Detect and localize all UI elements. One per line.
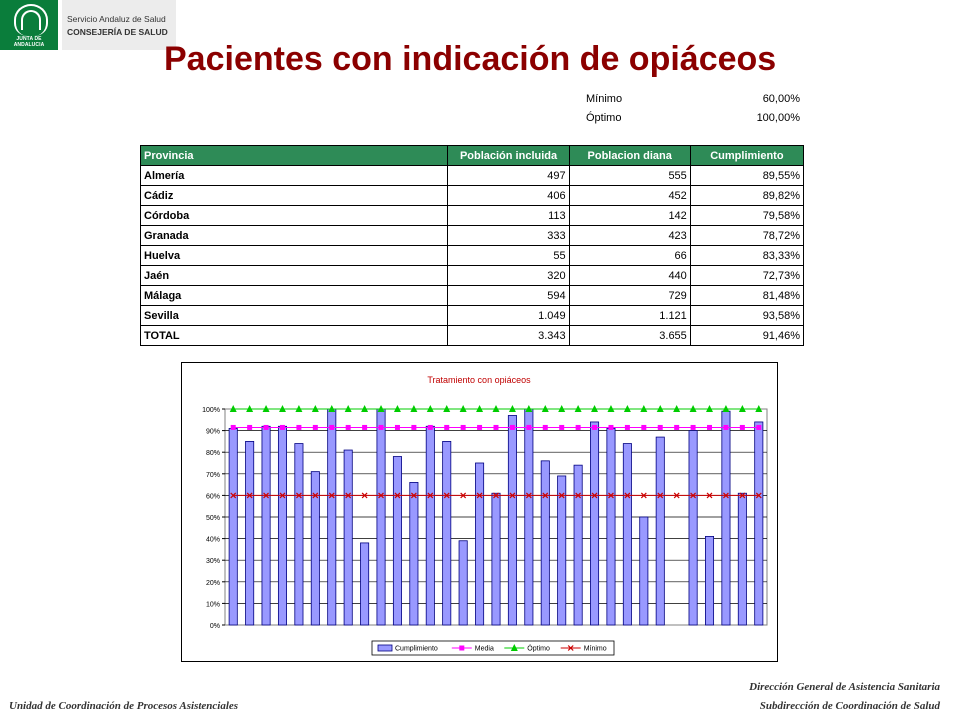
marker-media bbox=[247, 425, 252, 430]
table-row bbox=[141, 186, 804, 206]
bar-cumplimiento bbox=[410, 482, 418, 625]
marker-media bbox=[510, 425, 515, 430]
cell-incluida: 333 bbox=[448, 226, 569, 246]
y-tick-label: 90% bbox=[205, 428, 220, 436]
y-tick-label: 20% bbox=[205, 579, 220, 587]
table-row bbox=[141, 166, 804, 186]
bar-cumplimiento bbox=[705, 536, 713, 625]
page-title: Pacientes con indicación de opiáceos bbox=[164, 40, 777, 78]
marker-media bbox=[362, 425, 367, 430]
cell-incluida: 497 bbox=[448, 166, 569, 186]
bar-cumplimiento bbox=[328, 409, 336, 625]
marker-media bbox=[395, 425, 400, 430]
marker-media bbox=[608, 425, 613, 430]
chart-container bbox=[181, 362, 778, 662]
header-provincia: Provincia bbox=[141, 146, 448, 166]
cell-incluida: 594 bbox=[448, 286, 569, 306]
table-row bbox=[141, 306, 804, 326]
y-tick-label: 80% bbox=[205, 450, 220, 458]
y-tick-label: 40% bbox=[205, 536, 220, 544]
y-tick-label: 70% bbox=[205, 471, 220, 479]
marker-media bbox=[625, 425, 630, 430]
y-tick-label: 60% bbox=[205, 493, 220, 501]
marker-media bbox=[543, 425, 548, 430]
footer-direccion: Dirección General de Asistencia Sanitaria bbox=[749, 681, 940, 693]
marker-media bbox=[346, 425, 351, 430]
bar-cumplimiento bbox=[541, 461, 549, 625]
cell-cumplimiento: 78,72% bbox=[690, 226, 803, 246]
bar-cumplimiento bbox=[508, 415, 516, 625]
marker-media bbox=[313, 425, 318, 430]
cell-provincia: Cádiz bbox=[141, 186, 448, 206]
legend-label-cumplimiento: Cumplimiento bbox=[395, 645, 438, 653]
cell-cumplimiento: 91,46% bbox=[690, 326, 803, 346]
logo bbox=[0, 0, 176, 50]
bar-cumplimiento bbox=[656, 437, 664, 625]
cell-incluida: 3.343 bbox=[448, 326, 569, 346]
cell-diana: 142 bbox=[569, 206, 690, 226]
marker-media bbox=[379, 425, 384, 430]
cell-diana: 423 bbox=[569, 226, 690, 246]
bar-cumplimiento bbox=[361, 543, 369, 625]
cell-provincia: Almería bbox=[141, 166, 448, 186]
logo-text-block bbox=[62, 0, 176, 50]
logo-sub-text: JUNTA DE ANDALUCIA bbox=[13, 36, 45, 48]
marker-media bbox=[592, 425, 597, 430]
cell-cumplimiento: 81,48% bbox=[690, 286, 803, 306]
cell-provincia: Sevilla bbox=[141, 306, 448, 326]
legend-marker-media bbox=[459, 646, 464, 651]
cell-cumplimiento: 72,73% bbox=[690, 266, 803, 286]
cell-diana: 452 bbox=[569, 186, 690, 206]
cell-diana: 729 bbox=[569, 286, 690, 306]
cell-provincia: Málaga bbox=[141, 286, 448, 306]
footer-unidad: Unidad de Coordinación de Procesos Asistenciales bbox=[9, 700, 239, 712]
table-row bbox=[141, 226, 804, 246]
cell-cumplimiento: 89,55% bbox=[690, 166, 803, 186]
marker-media bbox=[559, 425, 564, 430]
cell-provincia: Huelva bbox=[141, 246, 448, 266]
bar-cumplimiento bbox=[426, 426, 434, 625]
marker-media bbox=[691, 425, 696, 430]
marker-media bbox=[707, 425, 712, 430]
bar-cumplimiento bbox=[459, 541, 467, 625]
bar-cumplimiento bbox=[475, 463, 483, 625]
legend-label-optimo: Óptimo bbox=[527, 645, 550, 653]
marker-media bbox=[329, 425, 334, 430]
opiaceos-chart bbox=[182, 363, 777, 661]
marker-media bbox=[658, 425, 663, 430]
bar-cumplimiento bbox=[246, 441, 254, 625]
junta-emblem-icon bbox=[0, 0, 58, 50]
cell-diana: 440 bbox=[569, 266, 690, 286]
marker-media bbox=[264, 425, 269, 430]
cell-cumplimiento: 89,82% bbox=[690, 186, 803, 206]
cell-incluida: 320 bbox=[448, 266, 569, 286]
chart-title: Tratamiento con opiáceos bbox=[427, 375, 531, 385]
reference-optimo bbox=[586, 112, 800, 126]
cell-provincia: Granada bbox=[141, 226, 448, 246]
marker-media bbox=[477, 425, 482, 430]
cell-incluida: 113 bbox=[448, 206, 569, 226]
bar-cumplimiento bbox=[640, 517, 648, 625]
cell-diana: 555 bbox=[569, 166, 690, 186]
y-tick-label: 50% bbox=[205, 515, 220, 522]
bar-cumplimiento bbox=[393, 457, 401, 625]
cell-cumplimiento: 79,58% bbox=[690, 206, 803, 226]
cell-incluida: 1.049 bbox=[448, 306, 569, 326]
cell-provincia: Córdoba bbox=[141, 206, 448, 226]
bar-cumplimiento bbox=[443, 441, 451, 625]
bar-cumplimiento bbox=[755, 422, 763, 625]
bar-cumplimiento bbox=[574, 465, 582, 625]
cell-diana: 66 bbox=[569, 246, 690, 266]
logo-line-2: CONSEJERÍA DE SALUD bbox=[67, 27, 168, 37]
bar-cumplimiento bbox=[738, 493, 746, 625]
marker-media bbox=[723, 425, 728, 430]
y-tick-label: 0% bbox=[209, 623, 220, 630]
cell-provincia: Jaén bbox=[141, 266, 448, 286]
bar-cumplimiento bbox=[590, 422, 598, 625]
footer-subdireccion: Subdirección de Coordinación de Salud bbox=[759, 700, 940, 712]
marker-media bbox=[740, 425, 745, 430]
table-row-total bbox=[141, 326, 804, 346]
bar-cumplimiento bbox=[558, 476, 566, 625]
reference-minimo-value: 60,00% bbox=[762, 93, 800, 105]
header-poblacion-diana: Poblacion diana bbox=[569, 146, 690, 166]
bar-cumplimiento bbox=[229, 428, 237, 625]
marker-media bbox=[231, 425, 236, 430]
bar-cumplimiento bbox=[722, 411, 730, 625]
bar-cumplimiento bbox=[689, 431, 697, 625]
marker-media bbox=[461, 425, 466, 430]
bar-cumplimiento bbox=[377, 409, 385, 625]
marker-media bbox=[576, 425, 581, 430]
table-row bbox=[141, 206, 804, 226]
bar-cumplimiento bbox=[492, 493, 500, 625]
y-tick-label: 30% bbox=[205, 558, 220, 566]
cell-incluida: 406 bbox=[448, 186, 569, 206]
cell-cumplimiento: 83,33% bbox=[690, 246, 803, 266]
y-tick-label: 100% bbox=[202, 407, 220, 414]
legend-label-minimo: Mínimo bbox=[583, 645, 607, 653]
bar-cumplimiento bbox=[262, 426, 270, 625]
bar-cumplimiento bbox=[295, 444, 303, 625]
cell-diana: 3.655 bbox=[569, 326, 690, 346]
marker-media bbox=[756, 425, 761, 430]
marker-media bbox=[296, 425, 301, 430]
cell-provincia: TOTAL bbox=[141, 326, 448, 346]
bar-cumplimiento bbox=[607, 428, 615, 625]
y-tick-label: 10% bbox=[205, 601, 220, 609]
marker-media bbox=[674, 425, 679, 430]
logo-line-1: Servicio Andaluz de Salud bbox=[67, 14, 166, 24]
reference-optimo-value: 100,00% bbox=[756, 112, 800, 124]
marker-media bbox=[411, 425, 416, 430]
header-poblacion-incluida: Población incluida bbox=[448, 146, 569, 166]
reference-minimo-label: Mínimo bbox=[586, 93, 623, 105]
legend-label-media: Media bbox=[474, 645, 494, 653]
cell-incluida: 55 bbox=[448, 246, 569, 266]
bar-cumplimiento bbox=[525, 409, 533, 625]
province-table bbox=[140, 145, 804, 346]
cell-diana: 1.121 bbox=[569, 306, 690, 326]
marker-media bbox=[428, 425, 433, 430]
marker-media bbox=[526, 425, 531, 430]
cell-cumplimiento: 93,58% bbox=[690, 306, 803, 326]
reference-minimo bbox=[586, 93, 800, 107]
table-row bbox=[141, 266, 804, 286]
marker-media bbox=[280, 425, 285, 430]
marker-media bbox=[641, 425, 646, 430]
marker-media bbox=[494, 425, 499, 430]
table-row bbox=[141, 286, 804, 306]
bar-cumplimiento bbox=[623, 444, 631, 625]
marker-media bbox=[444, 425, 449, 430]
reference-optimo-label: Óptimo bbox=[586, 112, 622, 124]
bar-cumplimiento bbox=[344, 450, 352, 625]
header-cumplimiento: Cumplimiento bbox=[690, 146, 803, 166]
table-row bbox=[141, 246, 804, 266]
table-header-row bbox=[141, 146, 804, 166]
legend-swatch-cumplimiento bbox=[378, 645, 392, 651]
bar-cumplimiento bbox=[278, 426, 286, 625]
